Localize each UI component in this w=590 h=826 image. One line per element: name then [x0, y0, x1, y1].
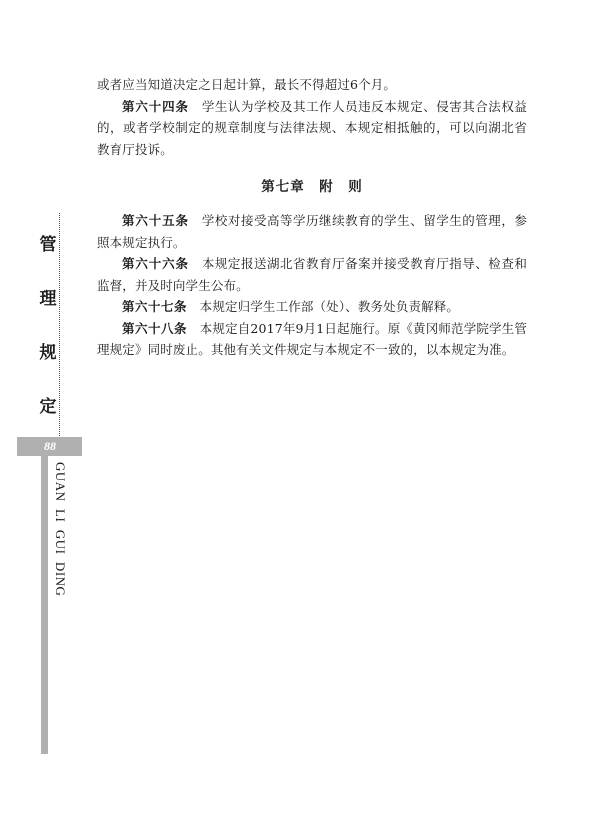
body-text-bottom [97, 210, 527, 361]
paragraph-continued: 或者应当知道决定之日起计算，最长不得超过6个月。 [97, 77, 397, 92]
article-67 [97, 296, 527, 318]
article-label: 第六十四条 [122, 98, 189, 114]
article-64 [97, 96, 527, 161]
article-label: 第六十七条 [122, 299, 188, 314]
article-text: 本规定自2017年9月1日起施行。原《黄冈师范学院学生管理规定》同时废止。其他有关文件规定与本规定不一致的，以本规定为准。 [97, 320, 527, 357]
margin-grey-bar [41, 456, 48, 754]
article-text: 学生认为学校及其工作人员违反本规定、侵害其合法权益的，或者学校制定的规章制度与法律法规、本规定相抵触的，可以向湖北省教育厅投诉。 [97, 98, 527, 157]
side-title-char: 管 [39, 235, 57, 255]
body-text-top [97, 74, 527, 160]
article-text: 本规定归学生工作部（处）、教务处负责解释。 [199, 299, 460, 314]
article-label: 第六十五条 [122, 213, 189, 228]
vertical-pinyin-title: GUAN LI GUI DING [53, 462, 68, 597]
article-text: 学校对接受高等学历继续教育的学生、留学生的管理，参照本规定执行。 [97, 213, 527, 250]
article-68 [97, 318, 527, 361]
side-title-char: 理 [39, 289, 57, 309]
side-title-char: 定 [39, 397, 57, 417]
article-66 [97, 253, 527, 296]
side-running-title [36, 230, 60, 446]
article-65 [97, 210, 527, 253]
side-title-char: 规 [39, 343, 57, 363]
chapter-title: 第七章 附 则 [261, 179, 363, 195]
article-label: 第六十八条 [122, 320, 188, 336]
page-number: 88 [44, 439, 56, 453]
article-text: 本规定报送湖北省教育厅备案并接受教育厅指导、检查和监督，并及时向学生公布。 [97, 256, 527, 293]
article-label: 第六十六条 [122, 256, 189, 271]
